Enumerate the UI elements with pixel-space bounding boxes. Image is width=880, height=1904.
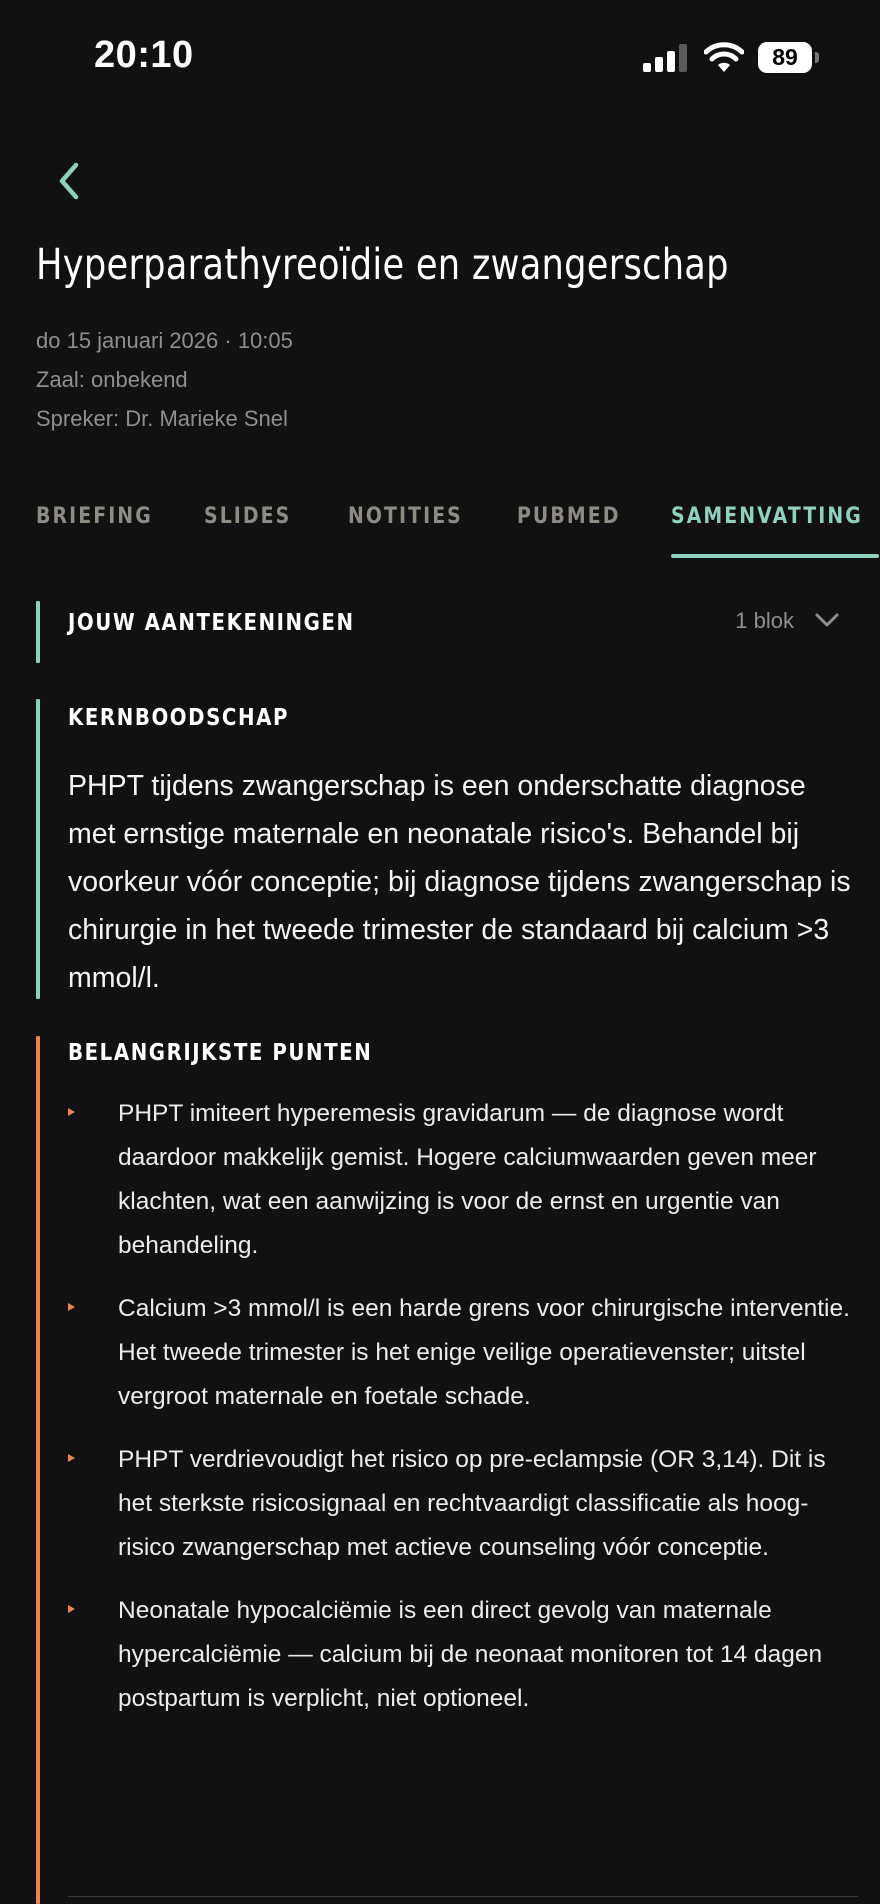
status-time: 20:10 [94,34,194,76]
section-divider [68,1896,858,1897]
notes-block-count: 1 blok [735,608,794,633]
wifi-icon [704,42,744,74]
tab-notities[interactable]: NOTITIES [348,504,463,529]
key-point-text: PHPT imiteert hyperemesis gravidarum — de diagnose wordt daardoor makkelijk gemist. Hogere calciumwaarden geven meer klachten, wat een aanwijzing is voor de ernst en urgentie van behandeling. [118,1100,817,1259]
kernboodschap-accent-bar [36,699,40,999]
kernboodschap-text: PHPT tijdens zwangerschap is een onderschatte diagnose met ernstige maternale en neonatale risico's. Behandel bij voorkeur vóór conceptie; bij diagnose tijdens zwangerschap is chirurgie in het tweede trimester de standaard bij calcium >3 mmol/l. [68,770,851,994]
key-point [68,1092,858,1268]
chevron-down-icon[interactable] [812,605,842,635]
notes-section-label: JOUW AANTEKENINGEN [68,610,355,636]
page-title: Hyperparathyreoïdie en zwangerschap [36,240,729,290]
tab-samenvatting[interactable]: SAMENVATTING [671,504,863,529]
tab-slides[interactable]: SLIDES [204,504,292,529]
battery-cap [815,52,819,63]
key-point [68,1589,858,1721]
punten-label: BELANGRIJKSTE PUNTEN [68,1040,373,1066]
cellular-signal-icon [643,44,687,72]
key-point [68,1287,858,1419]
tab-briefing[interactable]: BRIEFING [36,504,153,529]
key-points-list [68,1092,858,1740]
session-speaker: Spreker: Dr. Marieke Snel [36,406,288,431]
tab-bar [36,504,863,560]
punten-accent-bar [36,1036,40,1904]
key-point [68,1438,858,1570]
battery-icon [758,42,820,73]
bullet-arrow-icon [68,1605,75,1613]
back-chevron-icon[interactable] [48,158,94,204]
status-bar [0,0,880,110]
key-point-text: Calcium >3 mmol/l is een harde grens voor chirurgische interventie. Het tweede trimester is het enige veilige operatievenster; uitstel vergroot maternale en foetale schade. [118,1295,850,1410]
session-datetime: do 15 januari 2026 · 10:05 [36,328,293,353]
battery-level: 89 [758,42,812,73]
bullet-arrow-icon [68,1108,75,1116]
tab-pubmed[interactable]: PUBMED [517,504,621,529]
notes-section-toggle[interactable] [36,601,844,663]
bullet-arrow-icon [68,1303,75,1311]
kernboodschap-label: KERNBOODSCHAP [68,705,290,731]
bullet-arrow-icon [68,1454,75,1462]
key-point-text: PHPT verdrievoudigt het risico op pre-eclampsie (OR 3,14). Dit is het sterkste risicosignaal en rechtvaardigt classificatie als hoog-risico zwangerschap met actieve counseling vóór conceptie. [118,1446,826,1561]
key-point-text: Neonatale hypocalciëmie is een direct gevolg van maternale hypercalciëmie — calcium bij de neonaat monitoren tot 14 dagen postpartum is verplicht, niet optioneel. [118,1597,823,1712]
notes-accent-bar [36,601,40,663]
active-tab-indicator [671,554,879,558]
session-room: Zaal: onbekend [36,367,188,392]
